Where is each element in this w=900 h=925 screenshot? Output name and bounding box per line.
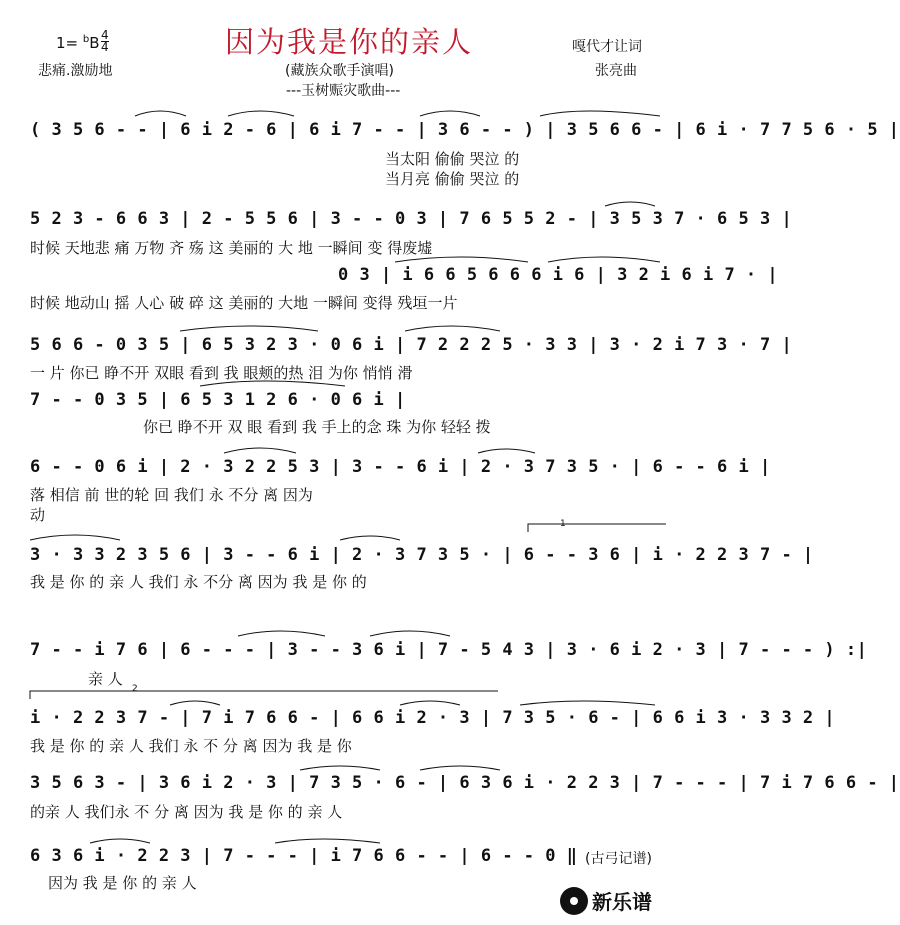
lyric-line: 我 是 你 的 亲 人 我们 永 不 分 离 因为 我 是 你: [30, 737, 352, 755]
lyric-line: 一 片 你已 睁不开 双眼 看到 我 眼颊的热 泪 为你 悄悄 滑: [30, 364, 413, 382]
lyric-line: 落 相信 前 世的轮 回 我们 永 不分 离 因为: [30, 486, 313, 504]
record-disc-icon: [560, 887, 588, 915]
lyric-line: 动: [30, 506, 46, 524]
notation-line: 7 - - 0 3 5 | 6 5 3 1 2 6 · 0 6 i |: [30, 390, 406, 410]
notation-line: 5 2 3 - 6 6 3 | 2 - 5 5 6 | 3 - - 0 3 | 7 6 5 5 2 - | 3 5 3 7 · 6 5 3 |: [30, 209, 793, 229]
notation-line: 5 6 6 - 0 3 5 | 6 5 3 2 3 · 0 6 i | 7 2 2 2 5 · 3 3 | 3 · 2 i 7 3 · 7 |: [30, 335, 793, 355]
notation-line: 7 - - i 7 6 | 6 - - - | 3 - - 3 6 i | 7 - 5 4 3 | 3 · 6 i 2 · 3 | 7 - - - ) :|: [30, 640, 868, 660]
lyric-line: 亲 人: [88, 670, 123, 688]
lyric-line: 你已 睁不开 双 眼 看到 我 手上的念 珠 为你 轻轻 拨: [143, 418, 491, 436]
notation-line: i · 2 2 3 7 - | 7 i 7 6 6 - | 6 6 i 2 · 3 | 7 3 5 · 6 - | 6 6 i 3 · 3 3 2 |: [30, 708, 836, 728]
volta-label: 1: [560, 519, 566, 529]
lyric-line: 当太阳 偷偷 哭泣 的: [385, 150, 520, 168]
lyric-line: 因为 我 是 你 的 亲 人: [48, 874, 197, 892]
notation-line: 3 · 3 3 2 3 5 6 | 3 - - 6 i | 2 · 3 7 3 5 · | 6 - - 3 6 | i · 2 2 3 7 - |: [30, 545, 814, 565]
site-logo: [560, 886, 652, 915]
volta-label: 2: [132, 684, 138, 694]
key-signature: 1= $^b$B: [56, 34, 100, 52]
composer-credit: 张亮曲: [595, 63, 637, 79]
lyric-line: 我 是 你 的 亲 人 我们 永 不分 离 因为 我 是 你 的: [30, 573, 367, 591]
logo-text: 新乐谱: [592, 890, 652, 914]
notation-line: 0 3 | i 6 6 5 6 6 6 i 6 | 3 2 i 6 i 7 · |: [338, 265, 779, 285]
lyric-line: 时候 天地悲 痛 万物 齐 殇 这 美丽的 大 地 一瞬间 变 得废墟: [30, 239, 433, 257]
mood-marking: 悲痛.激励地: [38, 63, 113, 79]
notation-line: ( 3 5 6 - - | 6 i 2 - 6 | 6 i 7 - - | 3 6 - - ) | 3 5 6 6 - | 6 i · 7 7 5 6 · 5 |: [30, 120, 900, 140]
lyric-line: 的亲 人 我们永 不 分 离 因为 我 是 你 的 亲 人: [30, 803, 343, 821]
song-type-line: ---玉树赈灾歌曲---: [286, 83, 401, 99]
notation-line: 6 - - 0 6 i | 2 · 3 2 2 5 3 | 3 - - 6 i | 2 · 3 7 3 5 · | 6 - - 6 i |: [30, 457, 771, 477]
song-title: 因为我是你的亲人: [225, 25, 474, 59]
transcriber-credit: (古弓记谱): [585, 851, 652, 867]
performer-note: (藏族众歌手演唱): [285, 63, 394, 79]
time-signature: 4 4: [101, 28, 109, 54]
lyric-line: 时候 地动山 摇 人心 破 碎 这 美丽的 大地 一瞬间 变得 残垣一片: [30, 294, 458, 312]
notation-line: 6 3 6 i · 2 2 3 | 7 - - - | i 7 6 6 - - | 6 - - 0 ‖: [30, 846, 578, 866]
notation-line: 3 5 6 3 - | 3 6 i 2 · 3 | 7 3 5 · 6 - | 6 3 6 i · 2 2 3 | 7 - - - | 7 i 7 6 6 - |: [30, 773, 900, 793]
lyricist-credit: 嘎代才让词: [572, 39, 642, 55]
lyric-line: 当月亮 偷偷 哭泣 的: [385, 170, 520, 188]
